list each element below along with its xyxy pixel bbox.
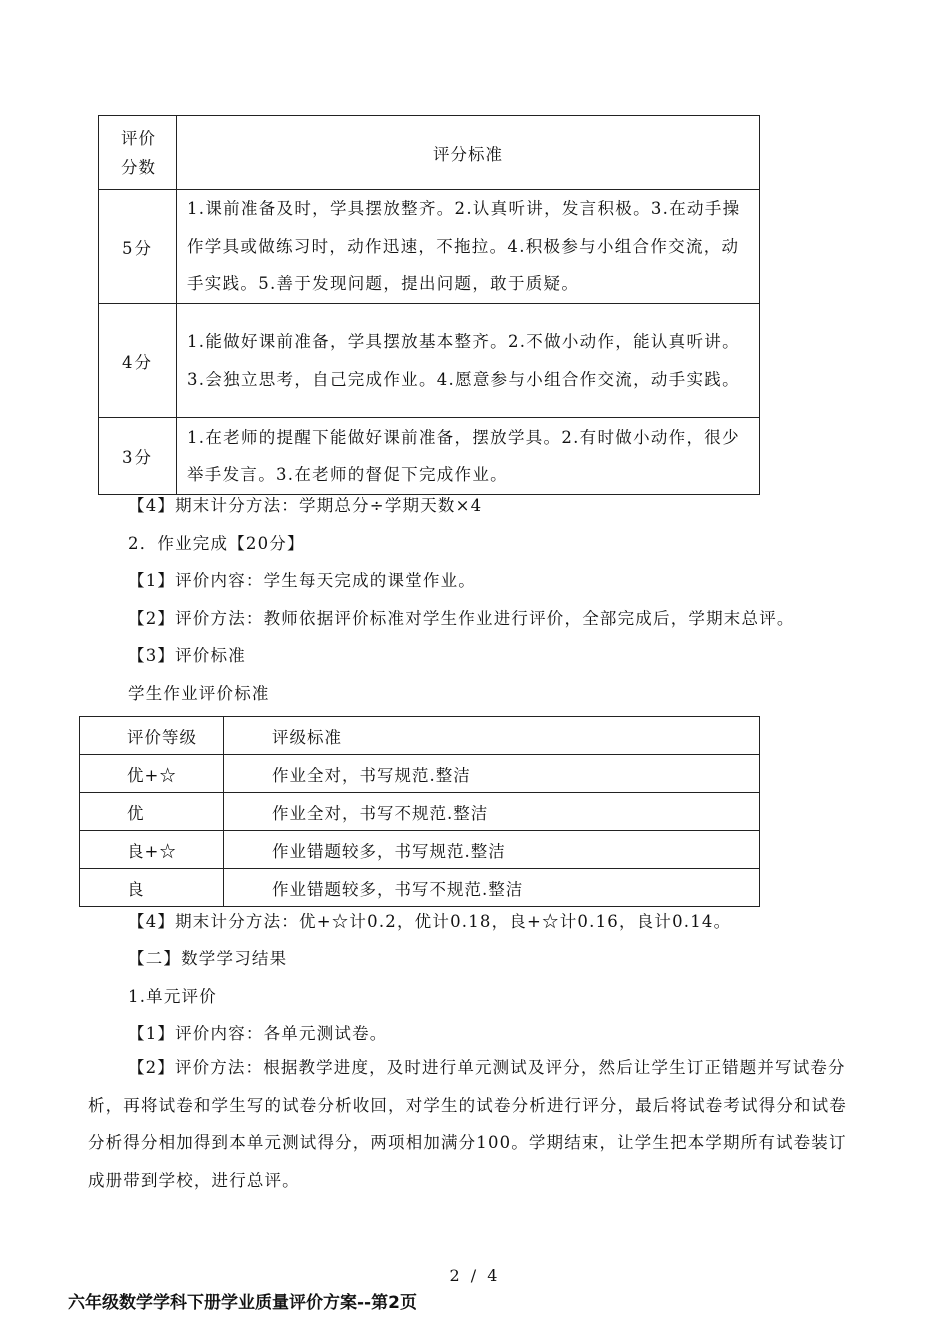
- header-score-cell: [99, 116, 177, 190]
- header-score-line1: 评价: [121, 128, 156, 148]
- text-line: 【1】评价内容：各单元测试卷。: [128, 1024, 388, 1043]
- grade-header: 评价等级: [80, 717, 224, 755]
- text-line: 【4】期末计分方法：优+☆计0.2，优计0.18，良+☆计0.16，良计0.14。: [128, 912, 732, 931]
- table-caption: 学生作业评价标准: [128, 684, 270, 703]
- table-row: [80, 869, 760, 907]
- page-footer: 六年级数学学科下册学业质量评价方案--第2页: [68, 1293, 417, 1313]
- section-heading: 【二】数学学习结果: [128, 949, 288, 968]
- description-cell: 1.课前准备及时，学具摆放整齐。2.认真听讲，发言积极。3.在动手操作学具或做练习时，动作迅速，不拖拉。4.积极参与小组合作交流，动手实践。5.善于发现问题，提出问题，敢于质疑。: [177, 190, 760, 304]
- grade-cell: 优+☆: [80, 755, 224, 793]
- description-cell: 1.能做好课前准备，学具摆放基本整齐。2.不做小动作，能认真听讲。3.会独立思考，自己完成作业。4.愿意参与小组合作交流，动手实践。: [177, 304, 760, 418]
- standard-cell: 作业错题较多，书写规范.整洁: [224, 831, 760, 869]
- subsection-heading: 1.单元评价: [128, 987, 217, 1006]
- text-line: 【1】评价内容：学生每天完成的课堂作业。: [128, 571, 476, 590]
- grade-cell: 优: [80, 793, 224, 831]
- table-header-row: [80, 717, 760, 755]
- paragraph: 【2】评价方法：根据教学进度，及时进行单元测试及评分，然后让学生订正错题并写试卷分析，再将试卷和学生写的试卷分析收回，对学生的试卷分析进行评分，最后将试卷考试得分和试卷分析得分相加得到本单元测试得分，两项相加满分100。学期结束，让学生把本学期所有试卷装订成册带到学校，进行总评。: [88, 1058, 847, 1190]
- description-cell: 1.在老师的提醒下能做好课前准备，摆放学具。2.有时做小动作，很少举手发言。3.在老师的督促下完成作业。: [177, 418, 760, 495]
- header-standard-cell: 评分标准: [177, 116, 760, 190]
- scoring-standard-table: [98, 115, 760, 495]
- homework-grading-table: [79, 716, 760, 907]
- standard-cell: 作业全对，书写不规范.整洁: [224, 793, 760, 831]
- standard-cell: 作业全对，书写规范.整洁: [224, 755, 760, 793]
- score-cell: 4分: [99, 304, 177, 418]
- text-line: 【3】评价标准: [128, 646, 246, 665]
- table-row: [99, 304, 760, 418]
- score-cell: 3分: [99, 418, 177, 495]
- header-score-line2: 分数: [121, 157, 156, 177]
- standard-cell: 作业错题较多，书写不规范.整洁: [224, 869, 760, 907]
- table-row: [99, 418, 760, 495]
- grade-cell: 良: [80, 869, 224, 907]
- table-header-row: [99, 116, 760, 190]
- table-row: [80, 831, 760, 869]
- text-line: 【2】评价方法：教师依据评价标准对学生作业进行评价，全部完成后，学期末总评。: [128, 609, 795, 628]
- table-row: [99, 190, 760, 304]
- table-row: [80, 755, 760, 793]
- score-cell: 5分: [99, 190, 177, 304]
- standard-header: 评级标准: [224, 717, 760, 755]
- page-number: 2 / 4: [449, 1266, 501, 1285]
- section-heading: 2．作业完成【20分】: [128, 534, 305, 553]
- table-row: [80, 793, 760, 831]
- text-line: 【4】期末计分方法：学期总分÷学期天数×4: [128, 496, 483, 515]
- grade-cell: 良+☆: [80, 831, 224, 869]
